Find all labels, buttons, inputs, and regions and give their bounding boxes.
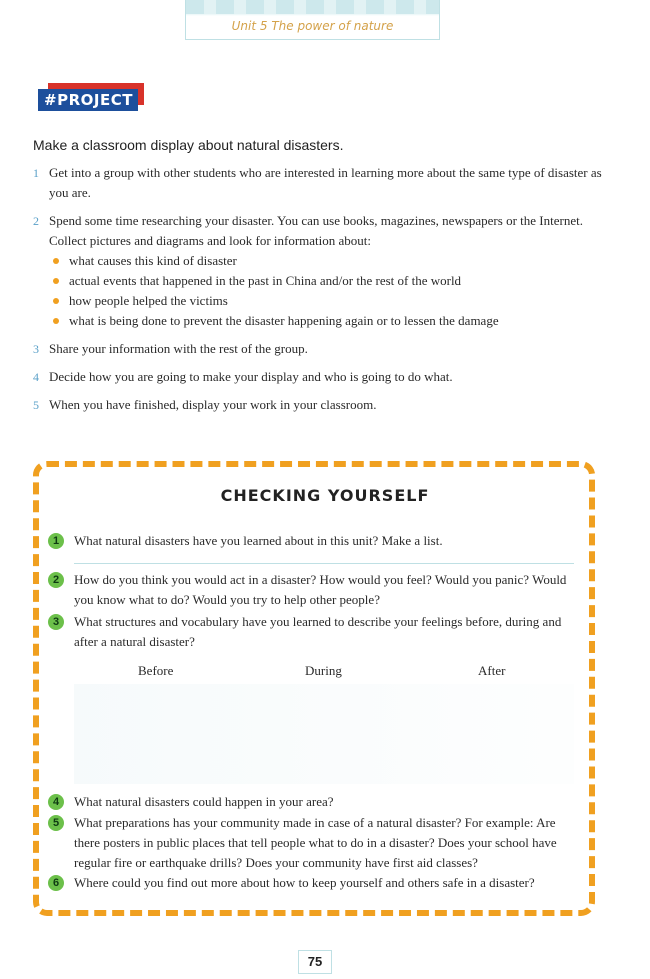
logo-text: PROJECT — [57, 91, 133, 109]
question-text: How do you think you would act in a disaster? How would you feel? Would you panic? Would you know what to do? Would you try to help other people? — [74, 572, 567, 607]
bullet-text: actual events that happened in the past in China and/or the rest of the world — [69, 273, 462, 288]
step-number: 1 — [33, 166, 39, 180]
question-2 — [48, 570, 583, 610]
column-during: During — [305, 663, 342, 678]
question-4 — [48, 792, 583, 812]
bullet-dot-icon — [53, 318, 59, 324]
project-intro: Make a classroom display about natural disasters. — [33, 137, 344, 153]
question-text: What preparations has your community made in case of a natural disaster? For example: Are there posters in public places that tell people what to do in a disaster? Does your school have regular fire or earthquake drills? Does your community have first aid classes? — [74, 815, 557, 870]
header-decoration — [186, 0, 439, 14]
step-text: Spend some time researching your disaster. You can use books, magazines, newspapers or the Internet. Collect pictures and diagrams and look for information about: — [49, 213, 583, 248]
step-number: 2 — [33, 214, 39, 228]
question-6 — [48, 873, 583, 893]
question-1 — [48, 531, 583, 551]
question-5 — [48, 813, 583, 873]
step-text: When you have finished, display your work in your classroom. — [49, 397, 377, 412]
step-number: 5 — [33, 398, 39, 412]
project-steps — [33, 163, 603, 423]
bullet-text: how people helped the victims — [69, 293, 228, 308]
step-number: 4 — [33, 370, 39, 384]
step-3 — [33, 339, 603, 359]
checking-title: CHECKING YOURSELF — [220, 486, 430, 505]
bullet-item — [49, 251, 603, 271]
page-number: 75 — [298, 950, 332, 974]
column-before: Before — [138, 663, 174, 678]
unit-header — [185, 0, 440, 40]
step-1 — [33, 163, 603, 203]
question-number-badge: 6 — [48, 875, 64, 891]
bullet-dot-icon — [53, 258, 59, 264]
question-number-badge: 1 — [48, 533, 64, 549]
step-text: Share your information with the rest of the group. — [49, 341, 308, 356]
bullet-dot-icon — [53, 298, 59, 304]
step-5 — [33, 395, 603, 415]
unit-title: Unit 5 The power of nature — [231, 19, 394, 33]
column-after: After — [478, 663, 506, 678]
question-number-badge: 2 — [48, 572, 64, 588]
step-4 — [33, 367, 603, 387]
bullet-dot-icon — [53, 278, 59, 284]
bullet-item — [49, 311, 603, 331]
bullet-text: what is being done to prevent the disaster happening again or to lessen the damage — [69, 313, 499, 328]
question-3 — [48, 612, 583, 652]
feelings-table-area — [74, 684, 574, 784]
question-number-badge: 3 — [48, 614, 64, 630]
question-number-badge: 5 — [48, 815, 64, 831]
logo-label: #PROJECT — [38, 89, 138, 111]
step-text: Decide how you are going to make your display and who is going to do what. — [49, 369, 453, 384]
question-text: Where could you find out more about how to keep yourself and others safe in a disaster? — [74, 875, 535, 890]
question-number-badge: 4 — [48, 794, 64, 810]
bullet-item — [49, 271, 603, 291]
bullet-text: what causes this kind of disaster — [69, 253, 237, 268]
bullet-list — [49, 251, 603, 331]
step-text: Get into a group with other students who are interested in learning more about the same type of disaster as you are. — [49, 165, 602, 200]
project-logo — [38, 83, 144, 111]
bullet-item — [49, 291, 603, 311]
step-number: 3 — [33, 342, 39, 356]
question-text: What structures and vocabulary have you learned to describe your feelings before, during and after a natural disaster? — [74, 614, 562, 649]
step-2 — [33, 211, 603, 331]
question-text: What natural disasters could happen in your area? — [74, 794, 334, 809]
question-text: What natural disasters have you learned about in this unit? Make a list. — [74, 533, 443, 548]
answer-line — [74, 563, 574, 564]
